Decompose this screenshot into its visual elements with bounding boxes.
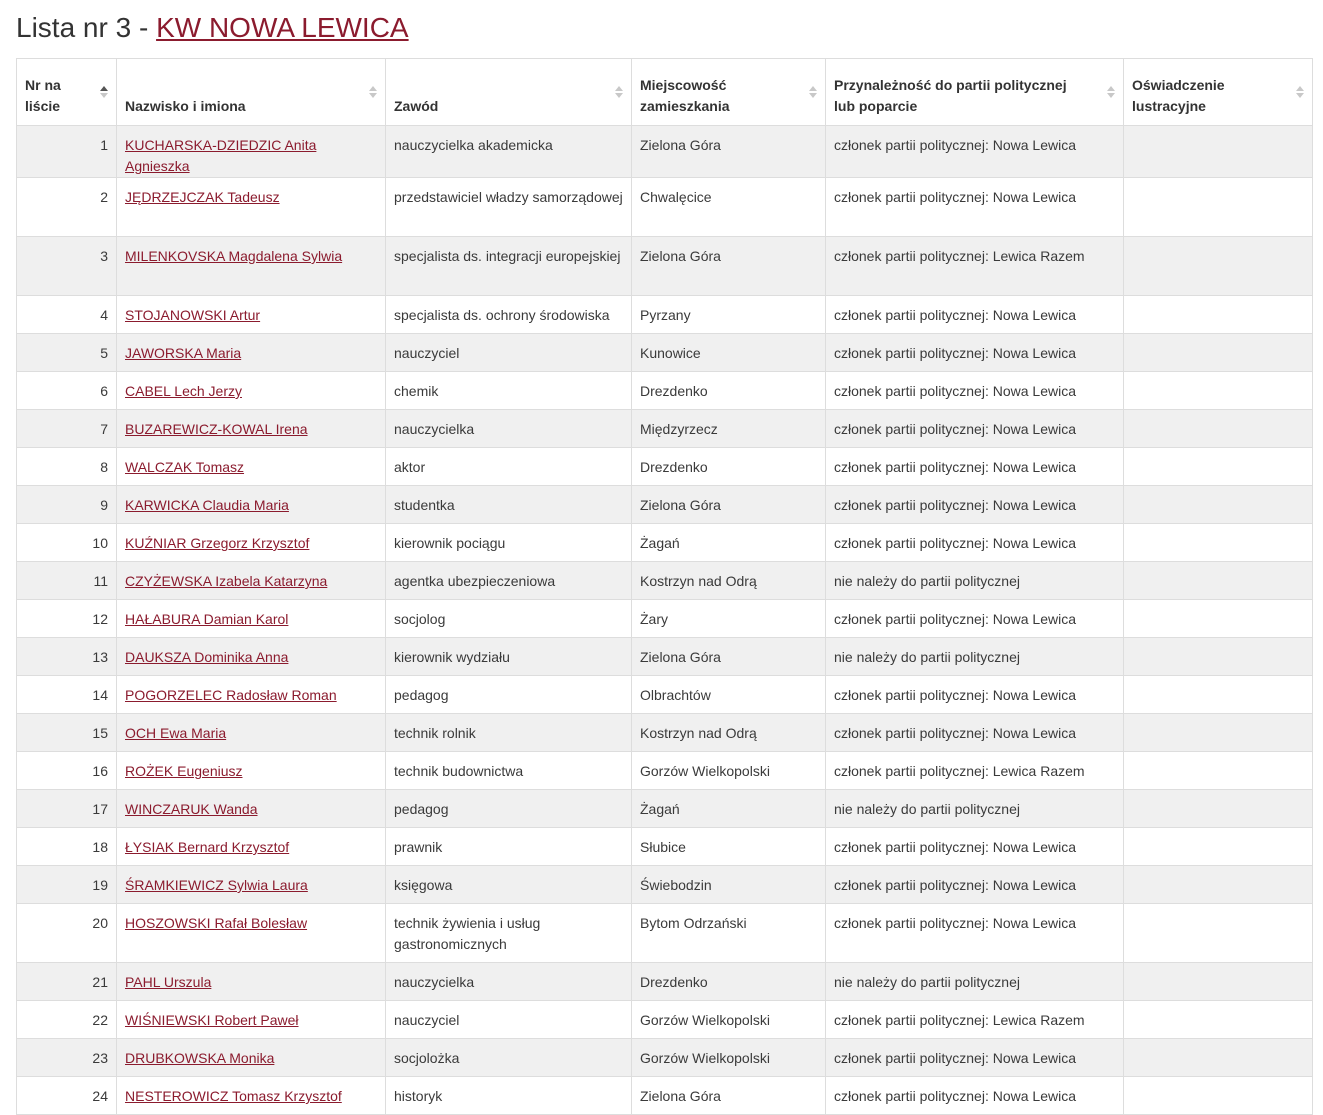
cell-party: członek partii politycznej: Nowa Lewica	[826, 178, 1124, 237]
cell-party: nie należy do partii politycznej	[826, 638, 1124, 676]
cell-residence: Bytom Odrzański	[632, 904, 826, 963]
cell-residence: Świebodzin	[632, 866, 826, 904]
cell-list-number: 18	[17, 828, 117, 866]
candidate-link[interactable]: POGORZELEC Radosław Roman	[125, 687, 337, 703]
cell-lustration	[1124, 714, 1313, 752]
cell-lustration	[1124, 448, 1313, 486]
cell-party: członek partii politycznej: Nowa Lewica	[826, 866, 1124, 904]
cell-list-number: 20	[17, 904, 117, 963]
cell-residence: Kunowice	[632, 334, 826, 372]
cell-residence: Zielona Góra	[632, 486, 826, 524]
cell-occupation: technik budownictwa	[386, 752, 632, 790]
cell-residence: Żary	[632, 600, 826, 638]
cell-candidate-name	[117, 296, 386, 334]
cell-lustration	[1124, 963, 1313, 1001]
table-row	[17, 828, 1313, 866]
cell-candidate-name	[117, 334, 386, 372]
cell-party: członek partii politycznej: Lewica Razem	[826, 237, 1124, 296]
candidate-link[interactable]: KARWICKA Claudia Maria	[125, 497, 289, 513]
cell-occupation: nauczycielka	[386, 410, 632, 448]
cell-party: członek partii politycznej: Nowa Lewica	[826, 296, 1124, 334]
cell-candidate-name	[117, 486, 386, 524]
cell-residence: Gorzów Wielkopolski	[632, 752, 826, 790]
cell-occupation: prawnik	[386, 828, 632, 866]
cell-list-number: 21	[17, 963, 117, 1001]
column-header-label: Miejscowość zamieszkania	[640, 77, 730, 114]
cell-party: członek partii politycznej: Nowa Lewica	[826, 126, 1124, 178]
table-row	[17, 1039, 1313, 1077]
cell-candidate-name	[117, 448, 386, 486]
table-row	[17, 448, 1313, 486]
cell-list-number: 22	[17, 1001, 117, 1039]
table-row	[17, 178, 1313, 237]
cell-list-number: 17	[17, 790, 117, 828]
candidate-link[interactable]: MILENKOVSKA Magdalena Sylwia	[125, 248, 343, 264]
candidate-link[interactable]: WINCZARUK Wanda	[125, 801, 258, 817]
cell-party: nie należy do partii politycznej	[826, 790, 1124, 828]
cell-candidate-name	[117, 638, 386, 676]
cell-lustration	[1124, 676, 1313, 714]
cell-party: nie należy do partii politycznej	[826, 963, 1124, 1001]
table-row	[17, 904, 1313, 963]
cell-occupation: historyk	[386, 1077, 632, 1115]
table-row	[17, 600, 1313, 638]
cell-party: członek partii politycznej: Nowa Lewica	[826, 372, 1124, 410]
cell-candidate-name	[117, 676, 386, 714]
cell-occupation: kierownik wydziału	[386, 638, 632, 676]
candidate-link[interactable]: HAŁABURA Damian Karol	[125, 611, 289, 627]
cell-party: członek partii politycznej: Lewica Razem	[826, 1001, 1124, 1039]
cell-residence: Słubice	[632, 828, 826, 866]
cell-occupation: studentka	[386, 486, 632, 524]
cell-occupation: nauczycielka akademicka	[386, 126, 632, 178]
cell-lustration	[1124, 866, 1313, 904]
cell-candidate-name	[117, 562, 386, 600]
cell-residence: Olbrachtów	[632, 676, 826, 714]
cell-occupation: księgowa	[386, 866, 632, 904]
candidate-link[interactable]: ROŻEK Eugeniusz	[125, 763, 243, 779]
cell-lustration	[1124, 638, 1313, 676]
cell-residence: Kostrzyn nad Odrą	[632, 714, 826, 752]
cell-list-number: 13	[17, 638, 117, 676]
candidate-link[interactable]: HOSZOWSKI Rafał Bolesław	[125, 915, 308, 931]
column-header-job[interactable]	[386, 59, 632, 126]
table-row	[17, 752, 1313, 790]
cell-lustration	[1124, 1077, 1313, 1115]
candidates-table	[16, 58, 1313, 1115]
cell-occupation: nauczycielka	[386, 963, 632, 1001]
cell-list-number: 5	[17, 334, 117, 372]
cell-occupation: technik żywienia i usług gastronomicznych	[386, 904, 632, 963]
cell-list-number: 16	[17, 752, 117, 790]
cell-occupation: pedagog	[386, 790, 632, 828]
cell-occupation: specjalista ds. integracji europejskiej	[386, 237, 632, 296]
cell-occupation: socjolożka	[386, 1039, 632, 1077]
candidate-link[interactable]: ŁYSIAK Bernard Krzysztof	[125, 839, 290, 855]
candidate-link[interactable]: WIŚNIEWSKI Robert Paweł	[125, 1012, 299, 1028]
cell-candidate-name	[117, 237, 386, 296]
cell-lustration	[1124, 410, 1313, 448]
cell-occupation: specjalista ds. ochrony środowiska	[386, 296, 632, 334]
table-row	[17, 866, 1313, 904]
cell-lustration	[1124, 1001, 1313, 1039]
candidate-link[interactable]: JAWORSKA Maria	[125, 345, 242, 361]
candidate-link[interactable]: STOJANOWSKI Artur	[125, 307, 261, 323]
cell-party: członek partii politycznej: Nowa Lewica	[826, 676, 1124, 714]
table-row	[17, 237, 1313, 296]
cell-occupation: nauczyciel	[386, 334, 632, 372]
column-header-party[interactable]	[826, 59, 1124, 126]
candidate-link[interactable]: JĘDRZEJCZAK Tadeusz	[125, 189, 280, 205]
cell-candidate-name	[117, 904, 386, 963]
cell-residence: Zielona Góra	[632, 1077, 826, 1115]
cell-occupation: socjolog	[386, 600, 632, 638]
sort-arrows-icon	[369, 84, 377, 100]
cell-lustration	[1124, 828, 1313, 866]
cell-party: członek partii politycznej: Nowa Lewica	[826, 600, 1124, 638]
cell-candidate-name	[117, 524, 386, 562]
cell-party: nie należy do partii politycznej	[826, 562, 1124, 600]
cell-candidate-name	[117, 714, 386, 752]
cell-lustration	[1124, 524, 1313, 562]
cell-list-number: 2	[17, 178, 117, 237]
cell-residence: Drezdenko	[632, 372, 826, 410]
cell-lustration	[1124, 334, 1313, 372]
column-header-label: Zawód	[394, 98, 439, 114]
cell-candidate-name	[117, 1039, 386, 1077]
cell-candidate-name	[117, 866, 386, 904]
cell-list-number: 9	[17, 486, 117, 524]
table-row	[17, 372, 1313, 410]
committee-link[interactable]: KW NOWA LEWICA	[156, 12, 409, 43]
cell-lustration	[1124, 126, 1313, 178]
table-header-row	[17, 59, 1313, 126]
cell-residence: Drezdenko	[632, 963, 826, 1001]
candidate-link[interactable]: KUŹNIAR Grzegorz Krzysztof	[125, 535, 310, 551]
cell-list-number: 12	[17, 600, 117, 638]
cell-list-number: 14	[17, 676, 117, 714]
cell-list-number: 6	[17, 372, 117, 410]
cell-party: członek partii politycznej: Lewica Razem	[826, 752, 1124, 790]
cell-occupation: przedstawiciel władzy samorządowej	[386, 178, 632, 237]
cell-party: członek partii politycznej: Nowa Lewica	[826, 904, 1124, 963]
table-body	[17, 126, 1313, 1115]
table-row	[17, 638, 1313, 676]
cell-candidate-name	[117, 178, 386, 237]
sort-arrows-icon	[1107, 84, 1115, 100]
cell-occupation: technik rolnik	[386, 714, 632, 752]
cell-party: członek partii politycznej: Nowa Lewica	[826, 1039, 1124, 1077]
column-header-city[interactable]	[632, 59, 826, 126]
candidate-link[interactable]: KUCHARSKA-DZIEDZIC Anita Agnieszka	[125, 137, 317, 174]
cell-lustration	[1124, 372, 1313, 410]
sort-arrows-icon	[1296, 84, 1304, 100]
cell-candidate-name	[117, 600, 386, 638]
cell-list-number: 3	[17, 237, 117, 296]
column-header-label: Przynależność do partii politycznej lub poparcie	[834, 77, 1067, 114]
table-row	[17, 790, 1313, 828]
candidate-link[interactable]: CZYŻEWSKA Izabela Katarzyna	[125, 573, 328, 589]
cell-candidate-name	[117, 752, 386, 790]
cell-list-number: 19	[17, 866, 117, 904]
cell-candidate-name	[117, 1001, 386, 1039]
cell-occupation: aktor	[386, 448, 632, 486]
candidate-link[interactable]: PAHL Urszula	[125, 974, 212, 990]
cell-list-number: 7	[17, 410, 117, 448]
table-row	[17, 562, 1313, 600]
cell-list-number: 11	[17, 562, 117, 600]
cell-party: członek partii politycznej: Nowa Lewica	[826, 1077, 1124, 1115]
cell-occupation: agentka ubezpieczeniowa	[386, 562, 632, 600]
column-header-label: Nr na liście	[25, 77, 61, 114]
cell-residence: Gorzów Wielkopolski	[632, 1039, 826, 1077]
candidate-link[interactable]: DAUKSZA Dominika Anna	[125, 649, 289, 665]
candidate-link[interactable]: DRUBKOWSKA Monika	[125, 1050, 275, 1066]
cell-candidate-name	[117, 126, 386, 178]
cell-residence: Międzyrzecz	[632, 410, 826, 448]
cell-list-number: 15	[17, 714, 117, 752]
cell-residence: Zielona Góra	[632, 237, 826, 296]
cell-candidate-name	[117, 790, 386, 828]
cell-residence: Drezdenko	[632, 448, 826, 486]
table-row	[17, 486, 1313, 524]
cell-candidate-name	[117, 372, 386, 410]
cell-residence: Żagań	[632, 790, 826, 828]
cell-lustration	[1124, 790, 1313, 828]
cell-party: członek partii politycznej: Nowa Lewica	[826, 410, 1124, 448]
cell-residence: Chwalęcice	[632, 178, 826, 237]
cell-residence: Zielona Góra	[632, 638, 826, 676]
cell-lustration	[1124, 486, 1313, 524]
cell-party: członek partii politycznej: Nowa Lewica	[826, 486, 1124, 524]
cell-occupation: nauczyciel	[386, 1001, 632, 1039]
cell-party: członek partii politycznej: Nowa Lewica	[826, 448, 1124, 486]
candidate-link[interactable]: BUZAREWICZ-KOWAL Irena	[125, 421, 308, 437]
column-header-nr[interactable]	[17, 59, 117, 126]
candidate-link[interactable]: ŚRAMKIEWICZ Sylwia Laura	[125, 877, 308, 893]
cell-list-number: 4	[17, 296, 117, 334]
candidate-link[interactable]: CABEL Lech Jerzy	[125, 383, 242, 399]
sort-asc-icon	[100, 84, 108, 100]
table-row	[17, 126, 1313, 178]
cell-occupation: chemik	[386, 372, 632, 410]
cell-residence: Żagań	[632, 524, 826, 562]
cell-candidate-name	[117, 828, 386, 866]
column-header-label: Nazwisko i imiona	[125, 98, 246, 114]
cell-lustration	[1124, 237, 1313, 296]
cell-candidate-name	[117, 963, 386, 1001]
table-row	[17, 524, 1313, 562]
sort-arrows-icon	[615, 84, 623, 100]
column-header-label: Oświadczenie lustracyjne	[1132, 77, 1225, 114]
candidate-link[interactable]: OCH Ewa Maria	[125, 725, 227, 741]
cell-lustration	[1124, 1039, 1313, 1077]
table-row	[17, 410, 1313, 448]
cell-lustration	[1124, 904, 1313, 963]
cell-candidate-name	[117, 410, 386, 448]
table-row	[17, 1077, 1313, 1115]
cell-lustration	[1124, 178, 1313, 237]
table-row	[17, 334, 1313, 372]
cell-residence: Pyrzany	[632, 296, 826, 334]
column-header-lustration[interactable]	[1124, 59, 1313, 126]
cell-lustration	[1124, 562, 1313, 600]
cell-list-number: 10	[17, 524, 117, 562]
cell-party: członek partii politycznej: Nowa Lewica	[826, 828, 1124, 866]
cell-list-number: 1	[17, 126, 117, 178]
cell-list-number: 24	[17, 1077, 117, 1115]
cell-residence: Zielona Góra	[632, 126, 826, 178]
page-title-prefix: Lista nr 3 -	[16, 12, 157, 43]
sort-arrows-icon	[809, 84, 817, 100]
cell-list-number: 8	[17, 448, 117, 486]
table-row	[17, 296, 1313, 334]
candidate-link[interactable]: WALCZAK Tomasz	[125, 459, 245, 475]
cell-lustration	[1124, 600, 1313, 638]
cell-residence: Kostrzyn nad Odrą	[632, 562, 826, 600]
table-row	[17, 714, 1313, 752]
cell-occupation: kierownik pociągu	[386, 524, 632, 562]
cell-candidate-name	[117, 1077, 386, 1115]
cell-lustration	[1124, 752, 1313, 790]
cell-list-number: 23	[17, 1039, 117, 1077]
cell-party: członek partii politycznej: Nowa Lewica	[826, 524, 1124, 562]
table-row	[17, 963, 1313, 1001]
cell-lustration	[1124, 296, 1313, 334]
page-content	[16, 8, 1312, 1104]
table-row	[17, 676, 1313, 714]
cell-occupation: pedagog	[386, 676, 632, 714]
page-title	[16, 8, 1312, 58]
cell-party: członek partii politycznej: Nowa Lewica	[826, 334, 1124, 372]
cell-residence: Gorzów Wielkopolski	[632, 1001, 826, 1039]
candidate-link[interactable]: NESTEROWICZ Tomasz Krzysztof	[125, 1088, 342, 1104]
table-row	[17, 1001, 1313, 1039]
cell-party: członek partii politycznej: Nowa Lewica	[826, 714, 1124, 752]
column-header-name[interactable]	[117, 59, 386, 126]
